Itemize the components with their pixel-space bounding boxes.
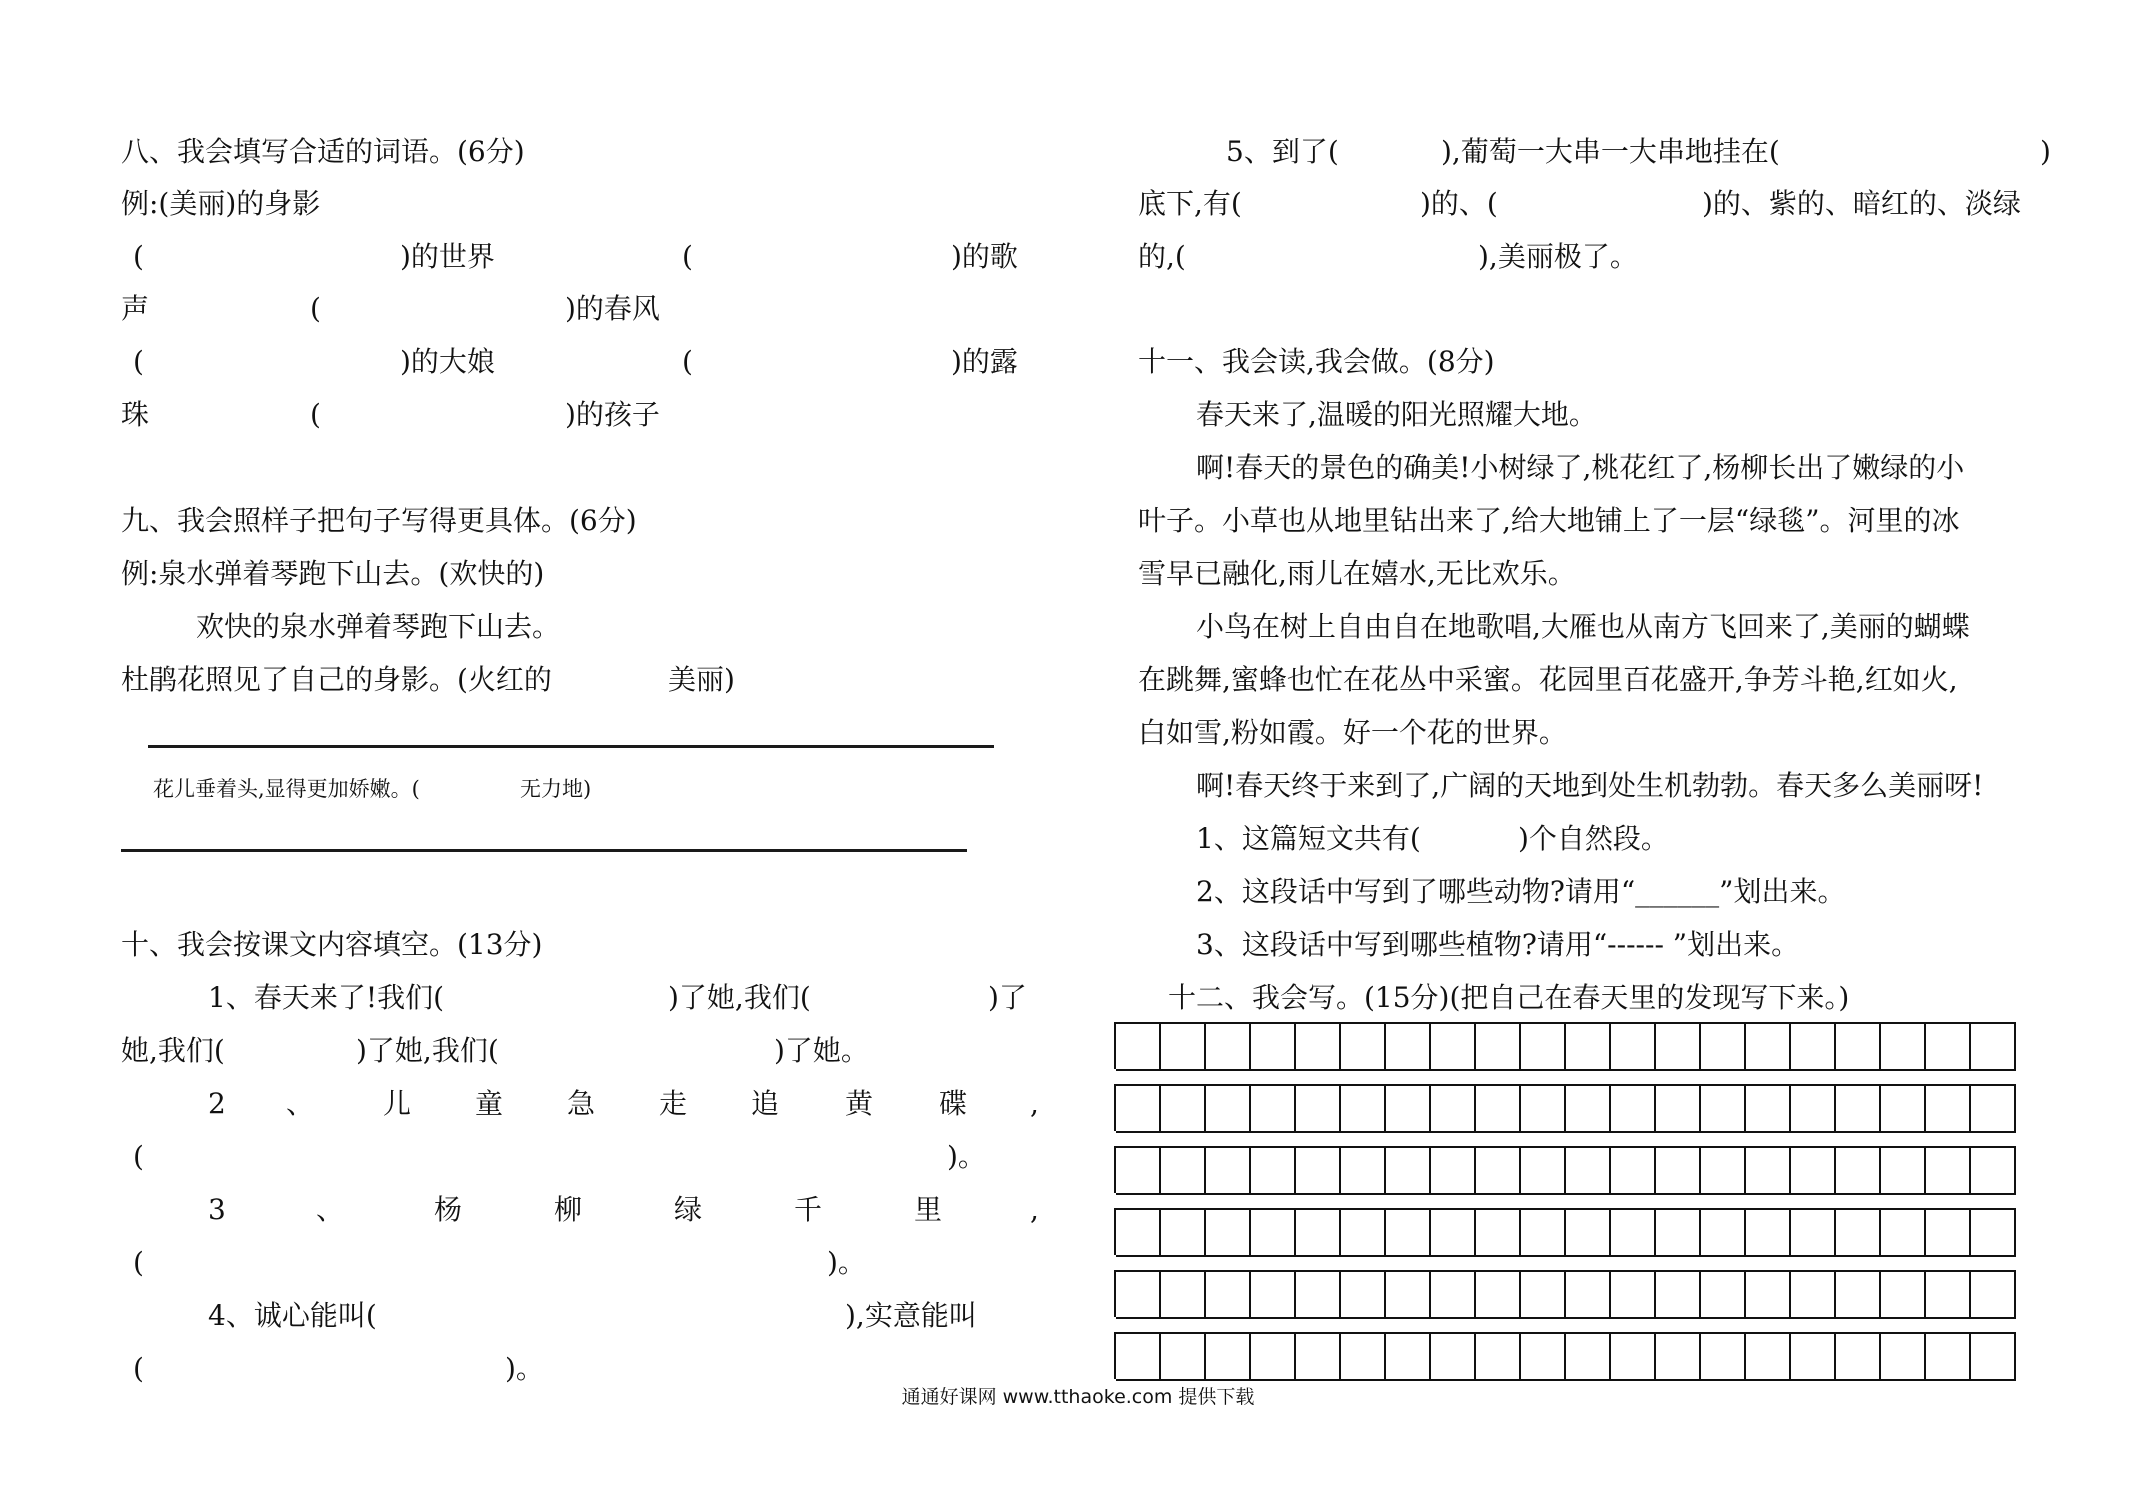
item-5-part-g: 的,( xyxy=(1138,240,1186,273)
writing-grid-cell[interactable] xyxy=(1701,1022,1746,1071)
item-5-part-h: ),美丽极了。 xyxy=(1478,240,1638,273)
item-3-char: 杨 xyxy=(434,1193,463,1226)
phrase-dew: )的露 xyxy=(951,345,1018,378)
blank-open: ( xyxy=(133,1352,144,1385)
writing-grid-cell[interactable] xyxy=(1251,1208,1296,1257)
item-1-part-a: 1、春天来了!我们( xyxy=(208,981,444,1014)
answer-line[interactable] xyxy=(121,849,967,852)
writing-grid-cell[interactable] xyxy=(1791,1208,1836,1257)
passage-paragraph-3: 小鸟在树上自由自在地歌唱,大雁也从南方飞回来了,美丽的蝴蝶 xyxy=(1196,610,1970,643)
section-9-question-2-end: 无力地) xyxy=(520,777,592,801)
writing-grid-row xyxy=(1114,1022,2016,1069)
item-1-part-d: 她,我们( xyxy=(121,1034,225,1067)
item-2-char: 儿 xyxy=(383,1087,412,1120)
passage-paragraph-2: 啊!春天的景色的确美!小树绿了,桃花红了,杨柳长出了嫩绿的小 xyxy=(1196,451,1965,484)
writing-grid-cell[interactable] xyxy=(1341,1022,1386,1071)
writing-grid-cell[interactable] xyxy=(1881,1270,1926,1319)
writing-grid-cell[interactable] xyxy=(1206,1208,1251,1257)
writing-grid-cell[interactable] xyxy=(1656,1084,1701,1133)
writing-grid-cell[interactable] xyxy=(1341,1270,1386,1319)
writing-grid-row xyxy=(1114,1332,2016,1379)
section-8-title: 八、我会填写合适的词语。(6分) xyxy=(121,135,525,168)
item-3-char: 、 xyxy=(316,1193,345,1226)
writing-grid-cell[interactable] xyxy=(1341,1332,1386,1381)
writing-grid-cell[interactable] xyxy=(1926,1022,1971,1071)
writing-grid-cell[interactable] xyxy=(1881,1332,1926,1381)
writing-grid-row xyxy=(1114,1270,2016,1317)
writing-grid-cell[interactable] xyxy=(1656,1332,1701,1381)
item-2-char: 童 xyxy=(475,1087,504,1120)
writing-grid-cell[interactable] xyxy=(1386,1022,1431,1071)
writing-grid-cell[interactable] xyxy=(1521,1332,1566,1381)
writing-grid-cell[interactable] xyxy=(1341,1146,1386,1195)
writing-grid-cell[interactable] xyxy=(1116,1332,1161,1381)
writing-grid-cell[interactable] xyxy=(1521,1208,1566,1257)
writing-grid-cell[interactable] xyxy=(1206,1270,1251,1319)
writing-grid-cell[interactable] xyxy=(1926,1146,1971,1195)
writing-grid-cell[interactable] xyxy=(1386,1084,1431,1133)
writing-grid-cell[interactable] xyxy=(1746,1332,1791,1381)
writing-grid-cell[interactable] xyxy=(1296,1022,1341,1071)
item-1-part-e: )了她,我们( xyxy=(356,1034,499,1067)
item-5-part-d: 底下,有( xyxy=(1138,187,1242,220)
writing-grid-cell[interactable] xyxy=(1161,1022,1206,1071)
item-1-part-f: )了她。 xyxy=(774,1034,869,1067)
writing-grid-cell[interactable] xyxy=(1566,1084,1611,1133)
writing-grid-cell[interactable] xyxy=(1656,1146,1701,1195)
writing-grid-cell[interactable] xyxy=(1116,1022,1161,1071)
writing-grid-cell[interactable] xyxy=(1251,1332,1296,1381)
writing-grid-cell[interactable] xyxy=(1206,1332,1251,1381)
writing-grid-cell[interactable] xyxy=(1701,1146,1746,1195)
writing-grid-cell[interactable] xyxy=(1161,1208,1206,1257)
writing-grid-cell[interactable] xyxy=(1836,1332,1881,1381)
blank-open: ( xyxy=(133,240,144,273)
item-2-char: 急 xyxy=(567,1087,596,1120)
item-3-char: 绿 xyxy=(674,1193,703,1226)
section-9-question-1: 杜鹃花照见了自己的身影。(火红的 xyxy=(121,663,552,696)
writing-grid-cell[interactable] xyxy=(1431,1270,1476,1319)
writing-grid-cell[interactable] xyxy=(1431,1332,1476,1381)
question-1-end: )个自然段。 xyxy=(1518,822,1669,855)
writing-grid-cell[interactable] xyxy=(1206,1022,1251,1071)
item-1-part-c: )了 xyxy=(988,981,1027,1014)
writing-grid-cell[interactable] xyxy=(1836,1146,1881,1195)
answer-line[interactable] xyxy=(148,745,994,748)
writing-grid-cell[interactable] xyxy=(1926,1208,1971,1257)
section-9-question-2: 花儿垂着头,显得更加娇嫩。( xyxy=(153,777,420,801)
item-5-part-a: 5、到了( xyxy=(1226,135,1339,168)
writing-grid-cell[interactable] xyxy=(1296,1270,1341,1319)
writing-grid-cell[interactable] xyxy=(1431,1084,1476,1133)
section-9-question-1-end: 美丽) xyxy=(668,663,735,696)
blank-open: ( xyxy=(133,345,144,378)
writing-grid-cell[interactable] xyxy=(1791,1022,1836,1071)
item-3-char: 里 xyxy=(914,1193,943,1226)
question-2: 2、这段话中写到了哪些动物?请用“______”划出来。 xyxy=(1196,875,1846,908)
writing-grid-cell[interactable] xyxy=(1971,1146,2016,1195)
writing-grid-cell[interactable] xyxy=(1836,1022,1881,1071)
blank-open: ( xyxy=(682,240,693,273)
writing-grid-cell[interactable] xyxy=(1836,1270,1881,1319)
writing-grid-cell[interactable] xyxy=(1701,1208,1746,1257)
writing-grid-cell[interactable] xyxy=(1611,1208,1656,1257)
writing-grid-cell[interactable] xyxy=(1881,1084,1926,1133)
item-3-char: 3 xyxy=(208,1193,226,1226)
section-9-title: 九、我会照样子把句子写得更具体。(6分) xyxy=(121,504,637,537)
writing-grid-cell[interactable] xyxy=(1476,1332,1521,1381)
writing-grid-cell[interactable] xyxy=(1476,1208,1521,1257)
writing-grid-cell[interactable] xyxy=(1521,1084,1566,1133)
writing-grid-row xyxy=(1114,1146,2016,1193)
writing-grid-cell[interactable] xyxy=(1836,1208,1881,1257)
writing-grid-cell[interactable] xyxy=(1386,1146,1431,1195)
writing-grid-cell[interactable] xyxy=(1746,1146,1791,1195)
writing-grid-cell[interactable] xyxy=(1566,1332,1611,1381)
section-10-title: 十、我会按课文内容填空。(13分) xyxy=(121,928,543,961)
writing-grid-cell[interactable] xyxy=(1611,1270,1656,1319)
writing-grid-cell[interactable] xyxy=(1746,1270,1791,1319)
writing-grid-cell[interactable] xyxy=(1386,1270,1431,1319)
writing-grid-cell[interactable] xyxy=(1431,1146,1476,1195)
question-1: 1、这篇短文共有( xyxy=(1196,822,1421,855)
writing-grid-cell[interactable] xyxy=(1746,1084,1791,1133)
blank-open: ( xyxy=(310,398,321,431)
writing-grid-cell[interactable] xyxy=(1566,1146,1611,1195)
blank-close: )。 xyxy=(947,1140,986,1173)
item-2-char: 走 xyxy=(659,1087,688,1120)
phrase-world: )的世界 xyxy=(400,240,495,273)
item-3-char: , xyxy=(1030,1193,1039,1226)
item-2-char: 黄 xyxy=(845,1087,874,1120)
section-12-title: 十二、我会写。(15分)(把自己在春天里的发现写下来。) xyxy=(1168,981,1850,1014)
writing-grid-cell[interactable] xyxy=(1431,1208,1476,1257)
writing-grid-cell[interactable] xyxy=(1926,1270,1971,1319)
writing-grid-cell[interactable] xyxy=(1566,1270,1611,1319)
writing-grid-cell[interactable] xyxy=(1881,1146,1926,1195)
writing-grid-cell[interactable] xyxy=(1566,1208,1611,1257)
item-3-char: 柳 xyxy=(554,1193,583,1226)
blank-open: ( xyxy=(133,1246,144,1279)
writing-grid-cell[interactable] xyxy=(1746,1208,1791,1257)
phrase-spring-wind: )的春风 xyxy=(565,292,660,325)
item-5-part-b: ),葡萄一大串一大串地挂在( xyxy=(1441,135,1780,168)
writing-grid-cell[interactable] xyxy=(1116,1084,1161,1133)
writing-grid[interactable] xyxy=(1114,1022,2016,1394)
writing-grid-cell[interactable] xyxy=(1701,1332,1746,1381)
passage-paragraph-3-line: 在跳舞,蜜蜂也忙在花丛中采蜜。花园里百花盛开,争芳斗艳,红如火, xyxy=(1138,663,1958,696)
passage-paragraph-4: 啊!春天终于来到了,广阔的天地到处生机勃勃。春天多么美丽呀! xyxy=(1196,769,1984,802)
writing-grid-cell[interactable] xyxy=(1206,1146,1251,1195)
item-1-part-b: )了她,我们( xyxy=(668,981,811,1014)
writing-grid-cell[interactable] xyxy=(1791,1270,1836,1319)
item-4-part-b: ),实意能叫 xyxy=(845,1299,977,1332)
writing-grid-cell[interactable] xyxy=(1251,1022,1296,1071)
item-2-char: 2 xyxy=(208,1087,226,1120)
blank-close: )。 xyxy=(505,1352,544,1385)
writing-grid-cell[interactable] xyxy=(1476,1084,1521,1133)
writing-grid-cell[interactable] xyxy=(1701,1270,1746,1319)
writing-grid-cell[interactable] xyxy=(1971,1084,2016,1133)
writing-grid-row xyxy=(1114,1208,2016,1255)
item-2-char: 追 xyxy=(751,1087,780,1120)
section-8-example: 例:(美丽)的身影 xyxy=(121,187,321,220)
writing-grid-cell[interactable] xyxy=(1971,1022,2016,1071)
writing-grid-cell[interactable] xyxy=(1251,1084,1296,1133)
passage-paragraph-2-line: 叶子。小草也从地里钻出来了,给大地铺上了一层“绿毯”。河里的冰 xyxy=(1138,504,1960,537)
writing-grid-cell[interactable] xyxy=(1746,1022,1791,1071)
writing-grid-cell[interactable] xyxy=(1161,1084,1206,1133)
item-5-part-f: )的、紫的、暗红的、淡绿 xyxy=(1702,187,2021,220)
section-9-answer: 欢快的泉水弹着琴跑下山去。 xyxy=(196,610,561,643)
item-5-part-c: ) xyxy=(2040,135,2051,168)
writing-grid-cell[interactable] xyxy=(1836,1084,1881,1133)
writing-grid-cell[interactable] xyxy=(1611,1084,1656,1133)
writing-grid-cell[interactable] xyxy=(1656,1270,1701,1319)
writing-grid-cell[interactable] xyxy=(1116,1270,1161,1319)
writing-grid-cell[interactable] xyxy=(1566,1022,1611,1071)
writing-grid-cell[interactable] xyxy=(1881,1208,1926,1257)
phrase-children: )的孩子 xyxy=(565,398,660,431)
writing-grid-cell[interactable] xyxy=(1161,1146,1206,1195)
blank-open: ( xyxy=(133,1140,144,1173)
passage-paragraph-3-line: 白如雪,粉如霞。好一个花的世界。 xyxy=(1138,716,1567,749)
blank-open: ( xyxy=(682,345,693,378)
question-3: 3、这段话中写到哪些植物?请用“------ ”划出来。 xyxy=(1196,928,1800,961)
writing-grid-cell[interactable] xyxy=(1926,1332,1971,1381)
writing-grid-cell[interactable] xyxy=(1386,1332,1431,1381)
writing-grid-cell[interactable] xyxy=(1296,1208,1341,1257)
item-2-char: 、 xyxy=(286,1087,315,1120)
writing-grid-cell[interactable] xyxy=(1386,1208,1431,1257)
writing-grid-cell[interactable] xyxy=(1251,1270,1296,1319)
writing-grid-cell[interactable] xyxy=(1656,1208,1701,1257)
blank-close: )。 xyxy=(827,1246,866,1279)
writing-grid-cell[interactable] xyxy=(1926,1084,1971,1133)
item-2-char: , xyxy=(1030,1087,1039,1120)
item-2-char: 碟 xyxy=(939,1087,968,1120)
writing-grid-cell[interactable] xyxy=(1791,1084,1836,1133)
writing-grid-cell[interactable] xyxy=(1971,1270,2016,1319)
writing-grid-cell[interactable] xyxy=(1791,1332,1836,1381)
writing-grid-cell[interactable] xyxy=(1611,1332,1656,1381)
writing-grid-cell[interactable] xyxy=(1161,1332,1206,1381)
phrase-song: )的歌 xyxy=(951,240,1018,273)
writing-grid-cell[interactable] xyxy=(1791,1146,1836,1195)
section-9-example: 例:泉水弹着琴跑下山去。(欢快的) xyxy=(121,557,545,590)
writing-grid-cell[interactable] xyxy=(1116,1146,1161,1195)
section-11-title: 十一、我会读,我会做。(8分) xyxy=(1138,345,1495,378)
writing-grid-cell[interactable] xyxy=(1656,1022,1701,1071)
passage-paragraph-2-line: 雪早已融化,雨儿在嬉水,无比欢乐。 xyxy=(1138,557,1576,590)
phrase-song-cont: 声 xyxy=(121,292,150,325)
writing-grid-cell[interactable] xyxy=(1521,1270,1566,1319)
writing-grid-cell[interactable] xyxy=(1296,1084,1341,1133)
writing-grid-cell[interactable] xyxy=(1251,1146,1296,1195)
writing-grid-cell[interactable] xyxy=(1521,1022,1566,1071)
writing-grid-cell[interactable] xyxy=(1116,1208,1161,1257)
writing-grid-cell[interactable] xyxy=(1971,1332,2016,1381)
passage-paragraph-1: 春天来了,温暖的阳光照耀大地。 xyxy=(1196,398,1597,431)
writing-grid-cell[interactable] xyxy=(1611,1146,1656,1195)
phrase-aunt: )的大娘 xyxy=(400,345,495,378)
writing-grid-cell[interactable] xyxy=(1206,1084,1251,1133)
writing-grid-cell[interactable] xyxy=(1701,1084,1746,1133)
writing-grid-row xyxy=(1114,1084,2016,1131)
writing-grid-cell[interactable] xyxy=(1161,1270,1206,1319)
writing-grid-cell[interactable] xyxy=(1971,1208,2016,1257)
item-3-char: 千 xyxy=(794,1193,823,1226)
item-5-part-e: )的、( xyxy=(1420,187,1498,220)
writing-grid-cell[interactable] xyxy=(1521,1146,1566,1195)
footer-source: 通通好课网 www.tthaoke.com 提供下载 xyxy=(901,1386,1255,1408)
writing-grid-cell[interactable] xyxy=(1476,1270,1521,1319)
writing-grid-cell[interactable] xyxy=(1476,1146,1521,1195)
writing-grid-cell[interactable] xyxy=(1296,1332,1341,1381)
writing-grid-cell[interactable] xyxy=(1611,1022,1656,1071)
writing-grid-cell[interactable] xyxy=(1431,1022,1476,1071)
blank-open: ( xyxy=(310,292,321,325)
writing-grid-cell[interactable] xyxy=(1296,1146,1341,1195)
writing-grid-cell[interactable] xyxy=(1881,1022,1926,1071)
item-4-part-a: 4、诚心能叫( xyxy=(208,1299,377,1332)
writing-grid-cell[interactable] xyxy=(1476,1022,1521,1071)
writing-grid-cell[interactable] xyxy=(1341,1208,1386,1257)
writing-grid-cell[interactable] xyxy=(1341,1084,1386,1133)
phrase-dew-cont: 珠 xyxy=(121,398,150,431)
